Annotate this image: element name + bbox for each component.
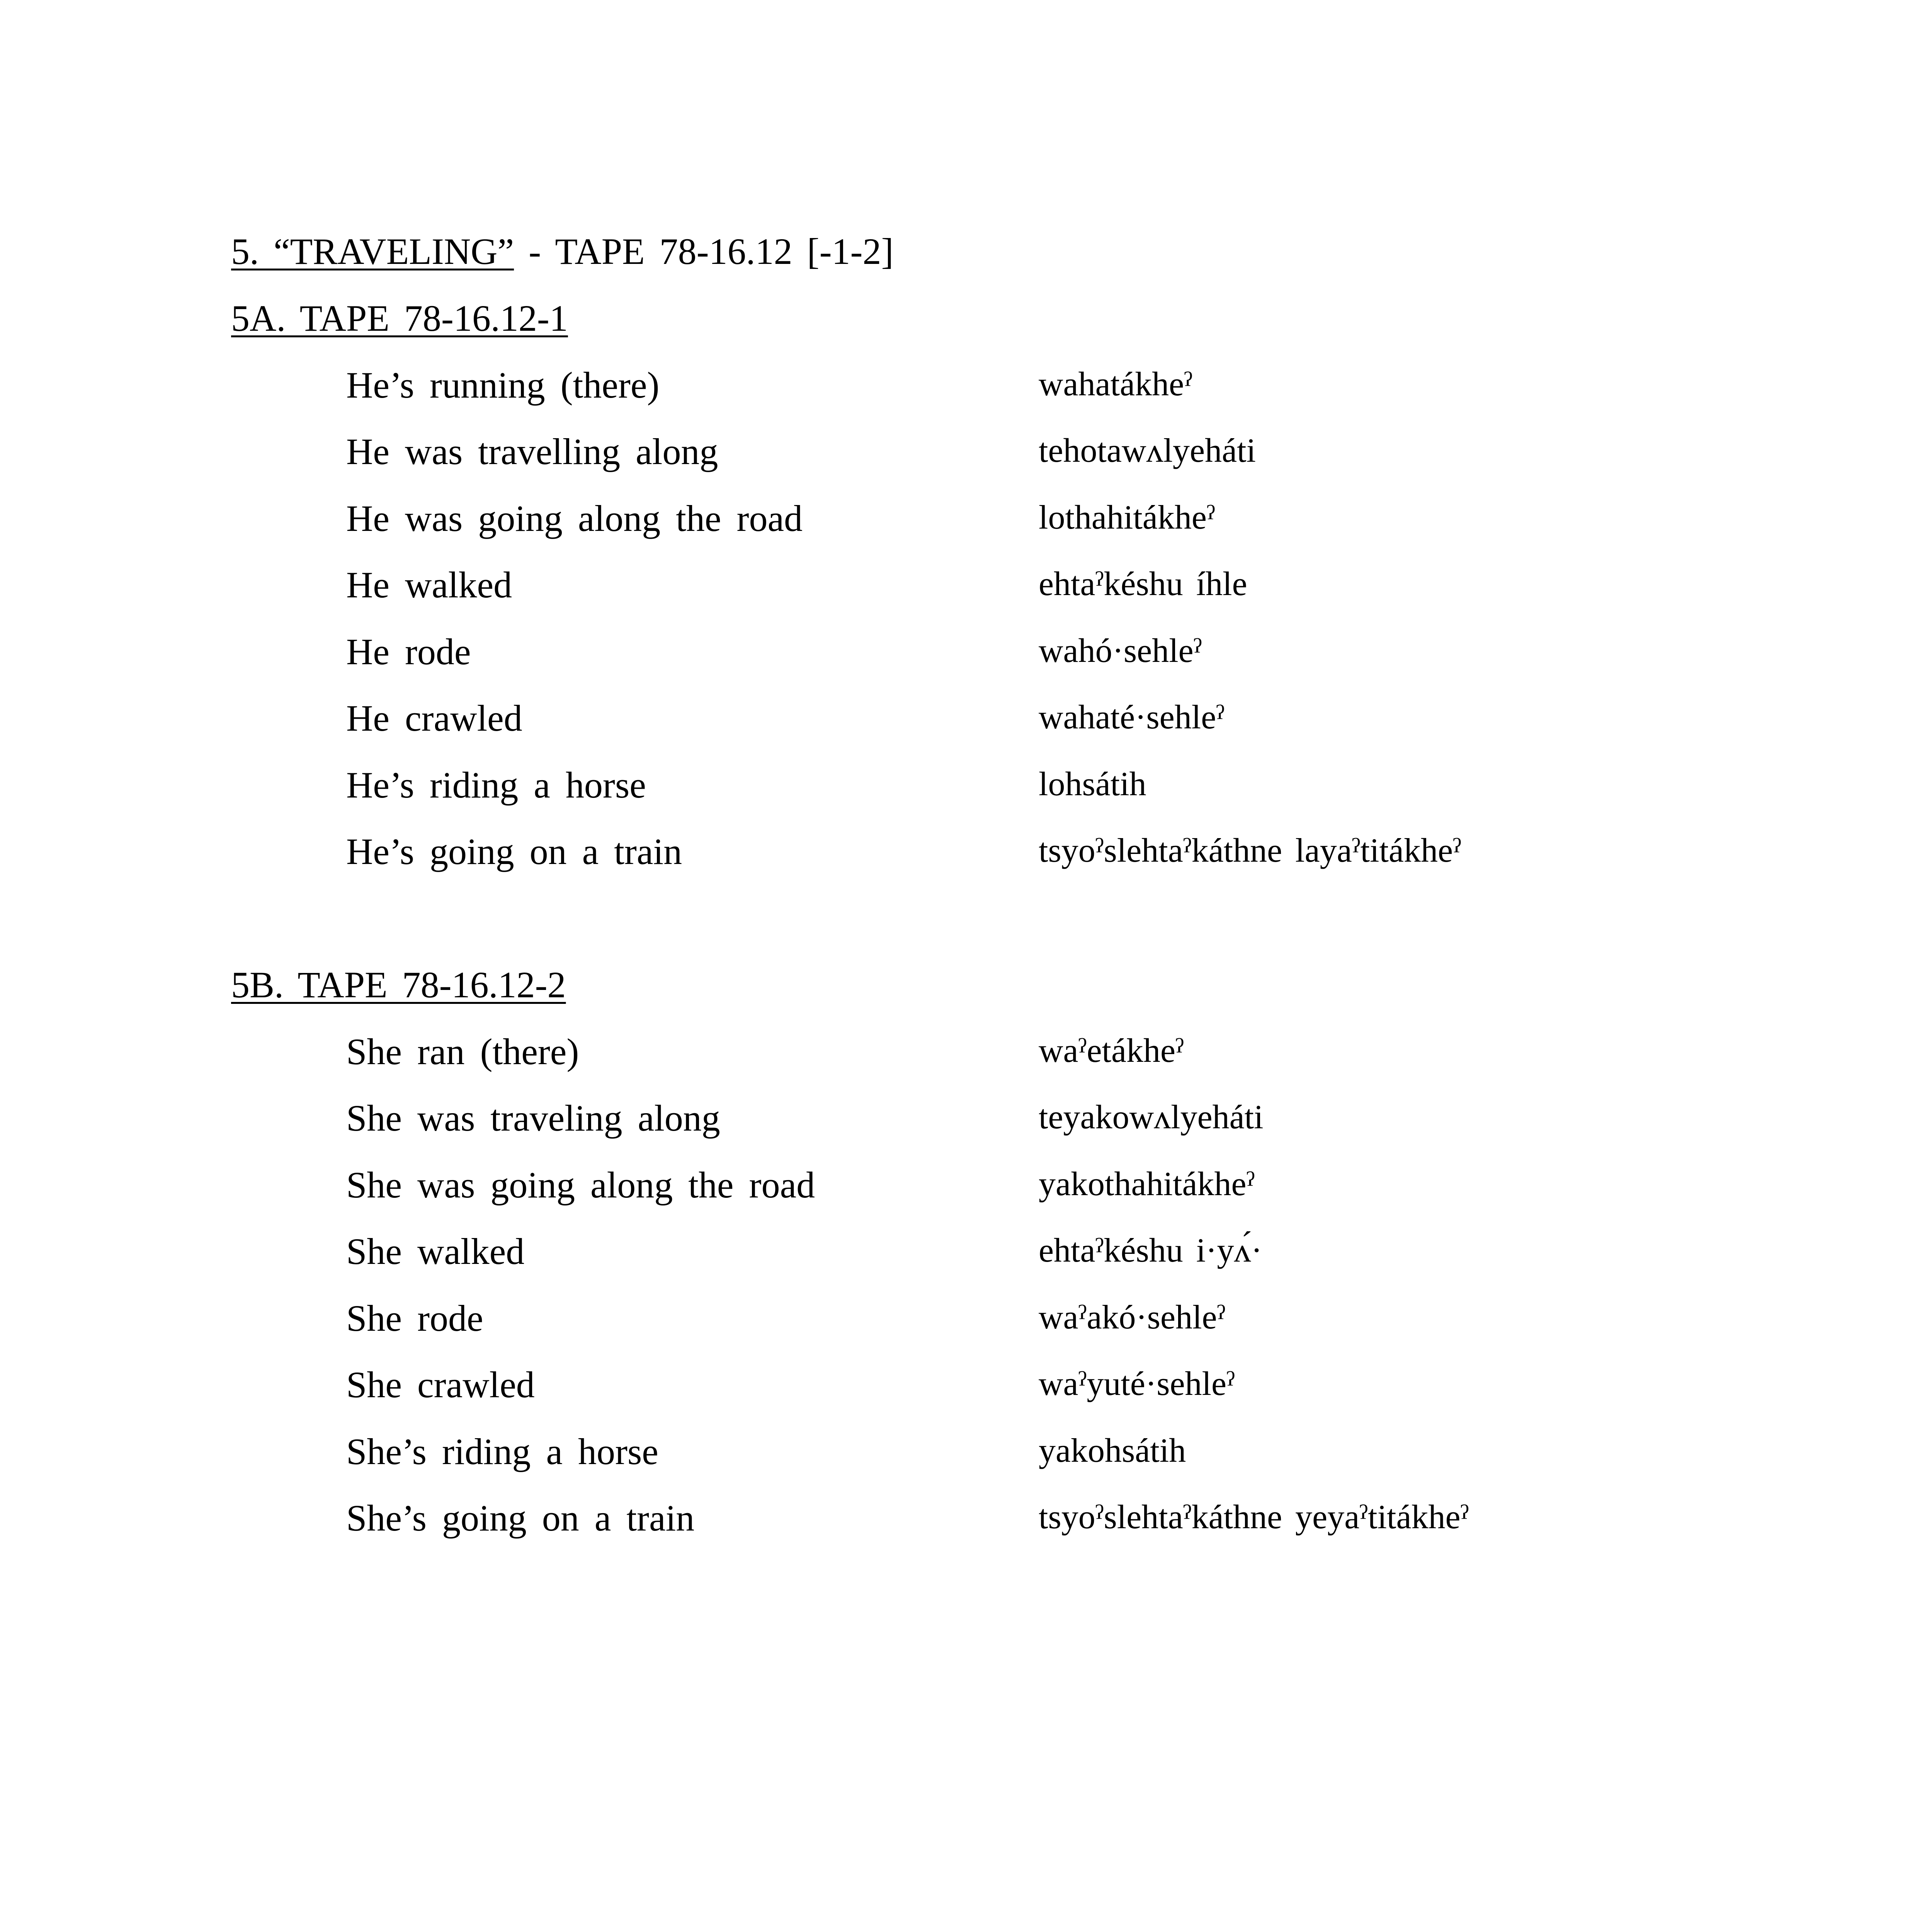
native-form: ehtaˀkéshu íhle <box>1039 565 1247 603</box>
section-heading-5a <box>231 300 568 337</box>
english-gloss: He rode <box>346 631 471 672</box>
native-form: waˀyuté·sehleˀ <box>1039 1365 1235 1403</box>
english-gloss: He walked <box>346 564 512 605</box>
document-title <box>231 233 893 270</box>
vocab-row <box>0 433 1932 480</box>
english-gloss: She rode <box>346 1298 483 1339</box>
english-gloss: She was going along the road <box>346 1164 815 1206</box>
english-gloss: He was going along the road <box>346 498 803 539</box>
native-form: wahaté·sehleˀ <box>1039 699 1225 736</box>
native-form: tsyoˀslehtaˀkáthne yeyaˀtitákheˀ <box>1039 1498 1469 1536</box>
english-gloss: He’s riding a horse <box>346 764 646 806</box>
vocab-row <box>0 500 1932 546</box>
native-form: waˀetákheˀ <box>1039 1032 1184 1070</box>
english-gloss: He’s running (there) <box>346 364 660 406</box>
vocab-row <box>0 833 1932 879</box>
native-form: tsyoˀslehtaˀkáthne layaˀtitákheˀ <box>1039 832 1461 869</box>
vocab-row <box>0 1300 1932 1346</box>
native-form: ehtaˀkéshu i·yʌ́· <box>1039 1232 1262 1269</box>
vocab-row <box>0 764 1932 813</box>
native-form: tehotawʌlyeháti <box>1039 432 1256 469</box>
vocab-row <box>0 1164 1932 1213</box>
vocab-row <box>0 697 1932 746</box>
english-gloss: She ran (there) <box>346 1031 579 1072</box>
vocab-row <box>0 1433 1932 1480</box>
native-form: lothahitákheˀ <box>1039 499 1215 536</box>
vocab-row <box>0 1097 1932 1146</box>
vocab-row <box>0 1233 1932 1279</box>
english-gloss: She was traveling along <box>346 1097 720 1139</box>
vocab-row <box>0 633 1932 680</box>
vocab-row <box>0 566 1932 613</box>
section-heading-text: 5B. TAPE 78-16.12-2 <box>231 964 566 1005</box>
title-rest: - TAPE 78-16.12 [-1-2] <box>514 231 894 272</box>
section-heading-5b <box>231 966 566 1003</box>
vocab-row <box>0 1366 1932 1413</box>
vocab-row <box>0 1497 1932 1546</box>
english-gloss: She’s going on a train <box>346 1497 695 1539</box>
native-form: wahatákheˀ <box>1039 366 1193 403</box>
native-form: waˀakó·sehleˀ <box>1039 1299 1226 1336</box>
section-heading-text: 5A. TAPE 78-16.12-1 <box>231 298 568 339</box>
native-form: yakohsátih <box>1039 1432 1186 1469</box>
native-form: lohsátih <box>1039 765 1146 803</box>
english-gloss: He crawled <box>346 697 522 739</box>
english-gloss: She walked <box>346 1231 525 1272</box>
english-gloss: She crawled <box>346 1364 535 1405</box>
native-form: teyakowʌlyeháti <box>1039 1099 1264 1136</box>
vocab-row <box>0 1033 1932 1080</box>
english-gloss: He’s going on a train <box>346 831 682 872</box>
english-gloss: She’s riding a horse <box>346 1431 658 1472</box>
native-form: wahó·sehleˀ <box>1039 632 1202 670</box>
english-gloss: He was travelling along <box>346 431 718 472</box>
title-underlined-part: 5. “TRAVELING” <box>231 231 514 272</box>
native-form: yakothahitákheˀ <box>1039 1165 1255 1203</box>
vocab-row <box>0 364 1932 413</box>
